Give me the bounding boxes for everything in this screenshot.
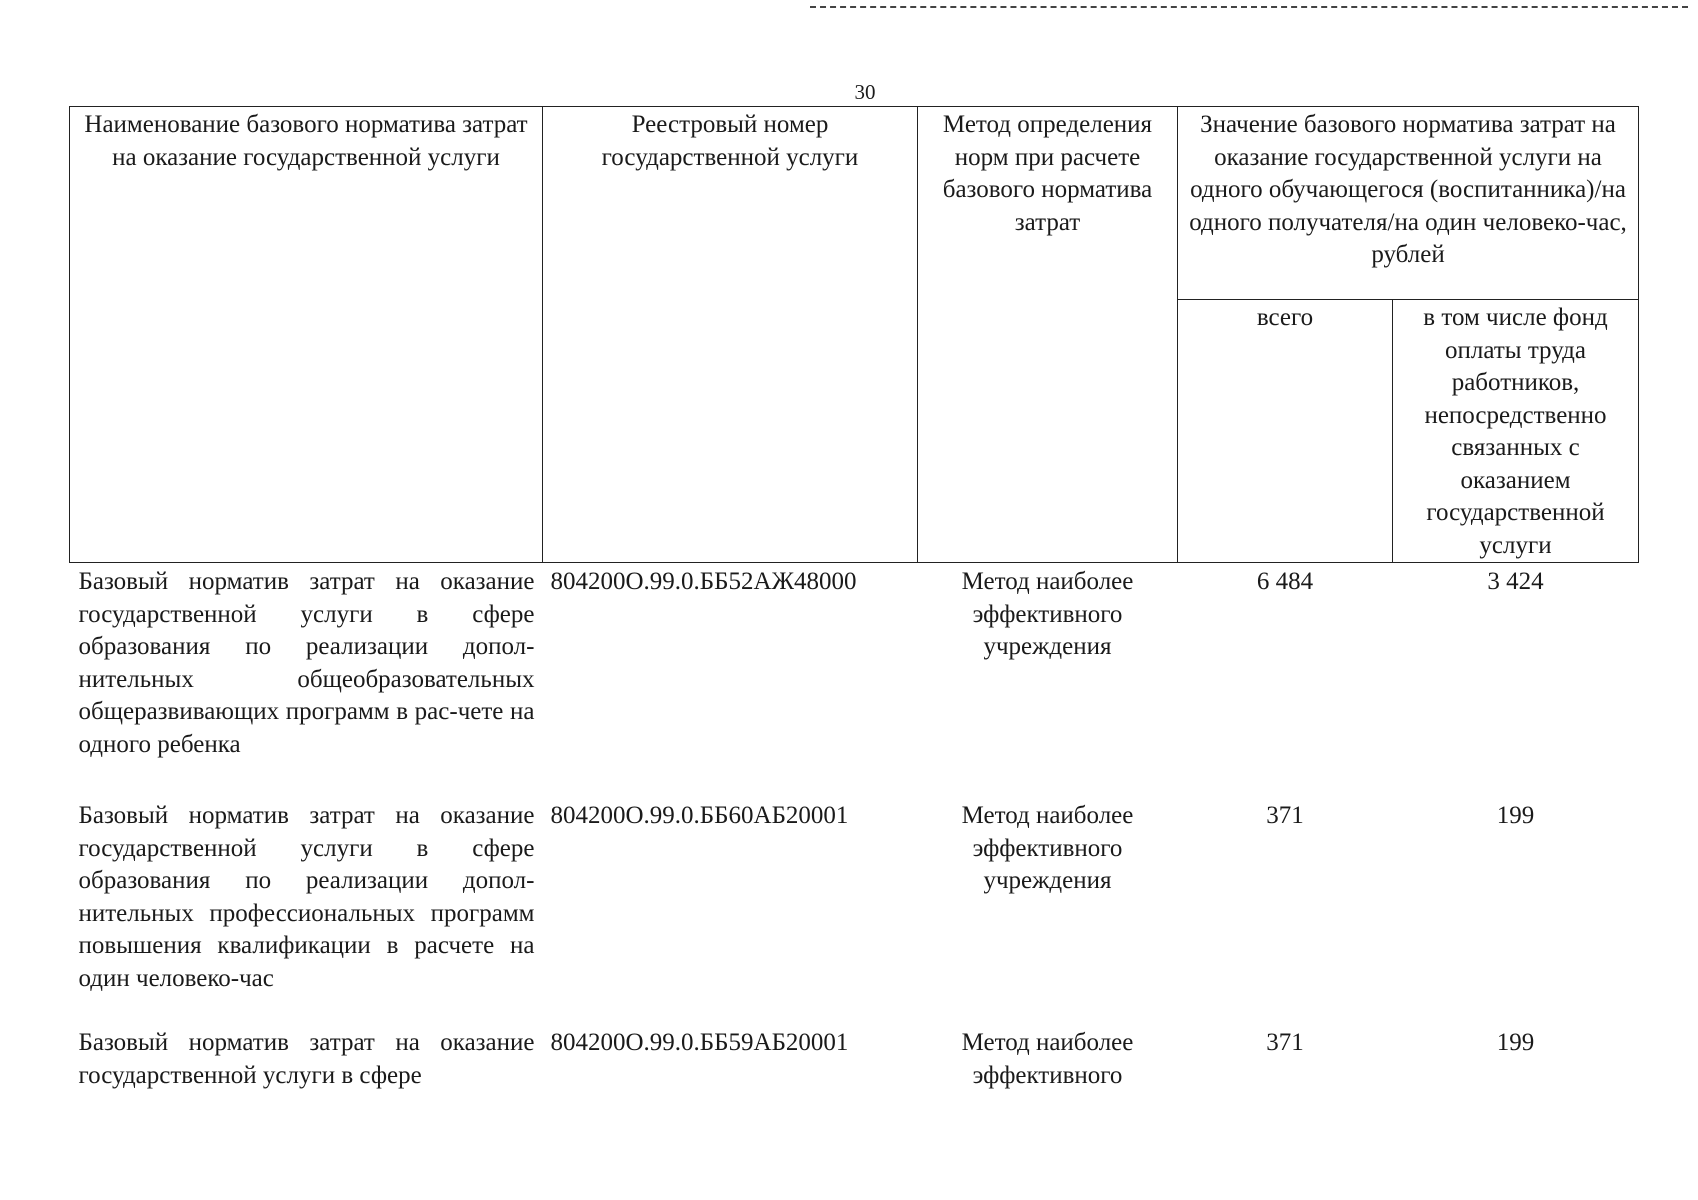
row-total: 371 (1266, 802, 1304, 829)
table-row (70, 563, 1639, 801)
row-registry-number: 804200О.99.0.ББ52АЖ48000 (550, 568, 857, 595)
row-name: Базовый норматив затрат на оказание государственной услуги в сфере образования по реализации допол-нительных профессиональных программ повышения квалификации в расчете на один человеко-час (78, 802, 535, 992)
row-registry-number: 804200О.99.0.ББ60АБ20001 (550, 802, 849, 829)
row-wage-fund: 199 (1496, 802, 1535, 829)
header-method: Метод определения норм при расчете базового норматива затрат (918, 107, 1178, 563)
cost-norms-table (69, 106, 1639, 1107)
header-wage-fund: в том числе фонд оплаты труда работников, непосредственно связанных с оказанием государственной услуги (1393, 300, 1639, 563)
row-total: 6 484 (1256, 568, 1314, 595)
row-method: Метод наиболее эффективного (961, 1029, 1134, 1089)
row-name: Базовый норматив затрат на оказание государственной услуги в сфере образования по реализации допол-нительных общеобразовательных общеразвивающих программ в рас-чете на одного ребенка (78, 568, 535, 758)
dashed-cut-line (810, 6, 1688, 8)
table-row (70, 800, 1639, 1027)
row-total: 371 (1266, 1029, 1304, 1056)
row-name: Базовый норматив затрат на оказание государственной услуги в сфере (78, 1029, 535, 1089)
header-registry-number: Реестровый номер государственной услуги (543, 107, 918, 563)
row-wage-fund: 3 424 (1487, 568, 1544, 595)
row-method: Метод наиболее эффективного учреждения (961, 802, 1134, 894)
row-registry-number: 804200О.99.0.ББ59АБ20001 (550, 1029, 849, 1056)
table-header (70, 107, 1639, 563)
row-method: Метод наиболее эффективного учреждения (961, 568, 1134, 660)
row-wage-fund: 199 (1496, 1029, 1535, 1056)
header-value: Значение базового норматива затрат на оказание государственной услуги на одного обучающегося (воспитанника)/на одного получателя/на один человеко-час, рублей (1178, 107, 1639, 300)
header-name: Наименование базового норматива затрат на оказание государственной услуги (70, 107, 543, 563)
table-row (70, 1027, 1639, 1107)
table-body (70, 563, 1639, 1108)
page-number: 30 (854, 80, 876, 104)
header-total: всего (1178, 300, 1393, 563)
